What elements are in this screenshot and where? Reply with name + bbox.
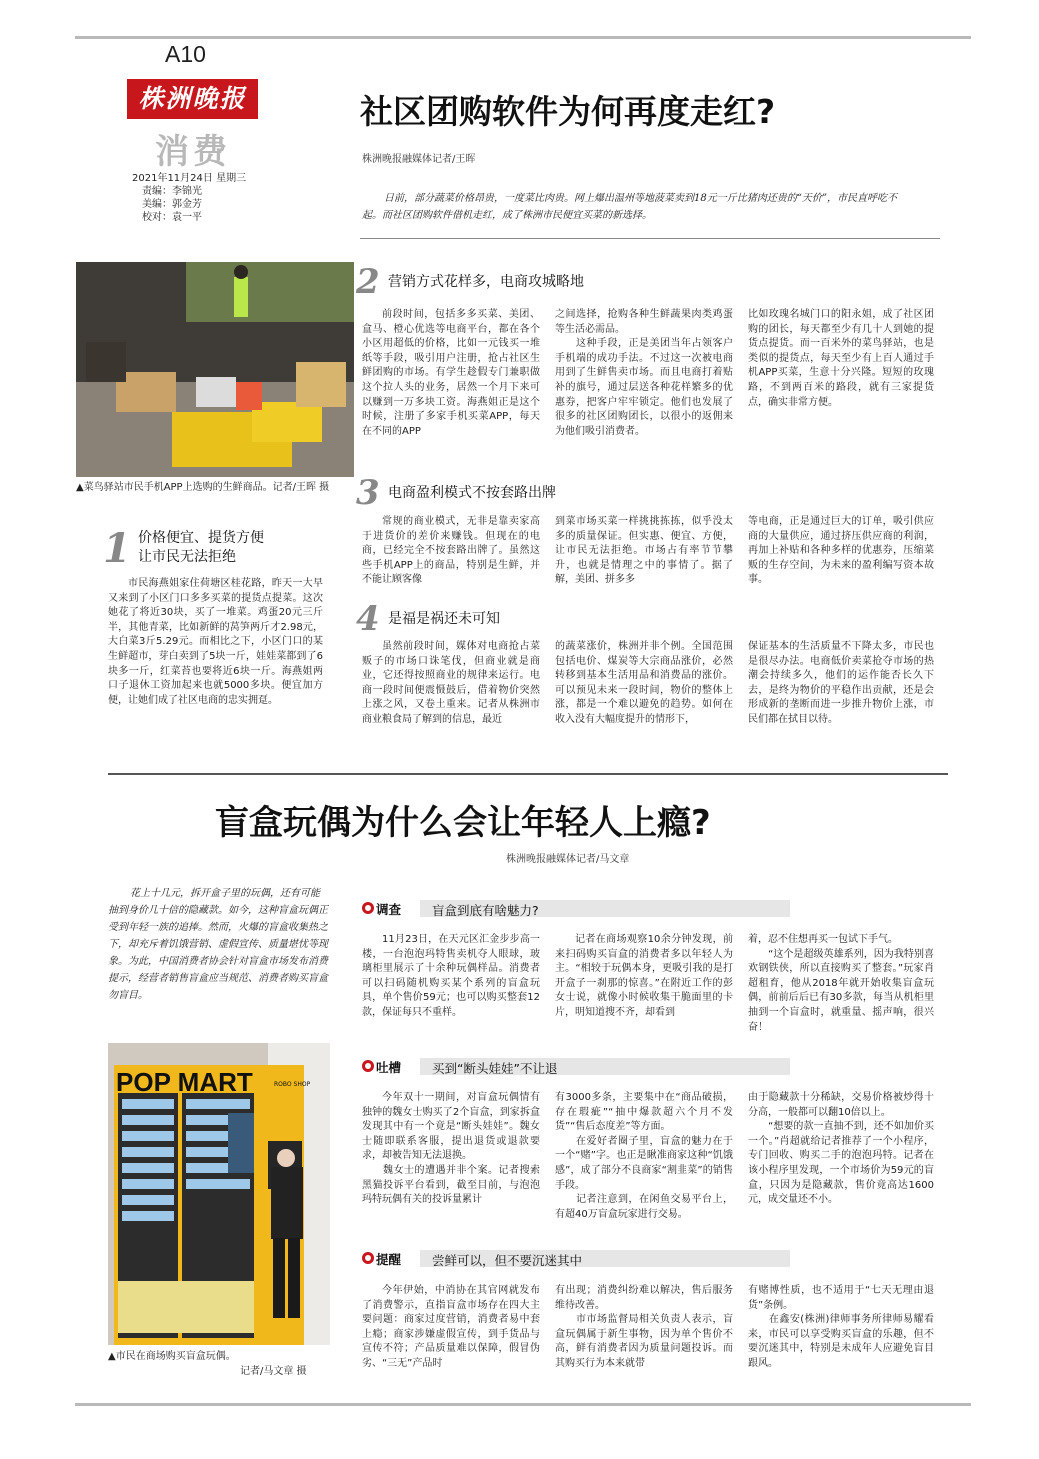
article1-photo-caption: ▲菜鸟驿站市民手机APP上选购的生鲜商品。记者/王晖 摄 [76, 482, 330, 493]
article1-headline: 社区团购软件为何再度走红? [360, 92, 776, 131]
section2-subtitle: 营销方式花样多，电商攻城略地 [388, 274, 584, 290]
tag-title: 盲盒到底有啥魅力? [432, 903, 539, 918]
reminder-col2: 有出现；消费纠纷难以解决，售后服务维待改善。 市市场监督局相关负责人表示，盲盒玩偶属于新生事物，因为单个售价不高，鲜有消费者因为质量问题投诉。而其购买行为本来就带 [555, 1285, 733, 1369]
editor-credit: 责编：李锦光 [142, 186, 202, 197]
section3-col3: 等电商，正是通过巨大的订单，吸引供应商的大量供应，通过挤压供应商的利润，再加上补贴和各种多样的优惠券，压缩菜贩的生存空间，为未来的盈利编写资本故事。 [748, 516, 934, 586]
reminder-col3: 有赌博性质，也不适用于“七天无理由退货”条例。 在鑫安(株洲)律师事务所律师易耀看来，市民可以享受购买盲盒的乐趣，但不要沉迷其中，特别是未成年人应避免盲目跟风。 [748, 1285, 934, 1369]
section3-col1: 常规的商业模式，无非是靠卖家高于进货价的差价来赚钱。但现在的电商，已经完全不按套路出牌了。虽然这些手机APP上的商品，特别是生鲜，并不能让顾客像 [362, 516, 540, 586]
section2-number: 2 [356, 262, 380, 302]
section3-col2: 到菜市场买菜一样挑挑拣拣，似乎没太多的质量保证。但实惠、便宜、方便，让市民无法拒绝。市场占有率节节攀升，也就是情理之中的事情了。据了解，美团、拼多多 [555, 516, 733, 586]
reminder-col1: 今年伊始，中消协在其官网就发布了消费警示，直指盲盒市场存在四大主要问题：商家过度营销，消费者易中套上瘾；商家涉嫌虚假宣传，到手货品与宣传不符；产品质量难以保障，假冒伪劣、“三无”产品时 [362, 1285, 540, 1369]
article2-byline: 株洲晚报融媒体记者/马文章 [506, 854, 630, 865]
section4-number: 4 [356, 599, 380, 639]
article1-byline: 株洲晚报融媒体记者/王晖 [362, 154, 476, 165]
complaint-col3: 由于隐藏款十分稀缺，交易价格被炒得十分高，一般都可以翻10倍以上。 “想要的款一直抽不到，还不如加价买一个。”肖超就给记者推荐了一个小程序，专门回收、购买二手的泡泡玛特。记者在该小程序里发现，一个市场价为59元的盲盒，只因为是隐藏款，售价竟高达1600元，成交量还不小。 [748, 1092, 934, 1206]
tag-circle-icon [362, 902, 374, 914]
popmart-sign: POP MART [116, 1067, 253, 1097]
section3-number: 3 [356, 473, 380, 513]
complaint-col2: 有3000多条，主要集中在“商品破损，存在瑕疵”“抽中爆款超六个月不发货”“售后态度差”等方面。 在爱好者圈子里，盲盒的魅力在于一个“赌”字。也正是瞅准商家这种“饥饿感”，成了部分不良商家“割韭菜”的销售手段。 记者注意到，在闲鱼交易平台上，有超40万盲盒玩家进行交易。 [555, 1092, 733, 1220]
section2-col2: 之间选择，抢购各种生鲜蔬果肉类鸡蛋等生活必需品。 这种手段，正是美团当年占领客户手机端的成功手法。不过这一次被电商用到了生鲜售卖市场。而且电商打着贴补的旗号，通过层送各种花样繁多的优惠券，把客户牢牢锁定。他们也发展了很多的社区团购团长，以很小的返佣来为他们吸引消费者。 [555, 309, 733, 437]
tag-title: 尝鲜可以，但不要沉迷其中 [432, 1253, 583, 1268]
masthead-logo: 株洲晚报 [127, 79, 258, 119]
article1-lead: 日前，部分蔬菜价格昂贵，一度菜比肉贵。网上爆出温州等地菠菜卖到18元一斤比猪肉还贵的“天价”，市民直呼吃不起。而社区团购软件借机走红，成了株洲市民便宜买菜的新选择。 [362, 193, 897, 221]
tag-label: 提醒 [376, 1252, 402, 1267]
article2-headline: 盲盒玩偶为什么会让年轻人上瘾? [215, 803, 711, 843]
page-number: A10 [165, 41, 206, 67]
article-divider [108, 773, 948, 775]
robo-shop-sign: ROBO SHOP [274, 1081, 311, 1088]
tag-label: 吐槽 [376, 1060, 402, 1075]
article1-photo [76, 262, 354, 477]
parcel-station-illustration [76, 262, 354, 477]
article2-lead: 花上十几元，拆开盒子里的玩偶，还有可能抽到身价几十倍的隐藏款。如今，这种盲盒玩偶正受到年轻一族的追捧。然而，火爆的盲盒收集热之下，却充斥着饥饿营销、虚假宣传、质量堪忧等现象。为此，中国消费者协会针对盲盒市场发布消费提示，经营者销售盲盒应当规范、消费者购买盲盒勿盲目。 [108, 888, 328, 1001]
article2-photo-caption-1: ▲市民在商场购买盲盒玩偶。 [108, 1351, 236, 1362]
tag-label: 调查 [376, 902, 402, 917]
complaint-col1: 今年双十一期间，对盲盒玩偶情有独钟的魏女士购买了2个盲盒，到家拆盒发现其中有一个竟是“断头娃娃”。魏女士随即联系客服，提出退货或退款要求，却被告知无法退换。 魏女士的遭遇并非个案。记者搜索黑猫投诉平台看到，截至目前，与泡泡玛特玩偶有关的投诉量累计 [362, 1092, 540, 1206]
section4-col2: 的蔬菜涨价，株洲并非个例。全国范围包括电价、煤炭等大宗商品涨价，必然转移到基本生活用品和消费品的涨价。可以预见未来一段时间，物价的整体上涨，都是一个难以避免的趋势。如何在收入没有大幅度提升的情形下， [555, 641, 733, 725]
section-tag-investigation [362, 902, 832, 918]
top-rule [75, 36, 971, 39]
issue-date: 2021年11月24日 星期三 [132, 173, 247, 184]
lead-divider [360, 238, 940, 239]
article2-photo [108, 1043, 330, 1345]
tag-circle-icon [362, 1252, 374, 1264]
section2-col3: 比如玫瑰名城门口的阳永姐，成了社区团购的团长，每天都至少有几十人到她的提货点提货。而一百米外的菜鸟驿站，也是类似的提货点，每天至少有上百人通过手机APP买菜，生意十分兴隆。短短的玫瑰路，不到两百米的路段，就有三家提货点，确实非常方便。 [748, 309, 934, 408]
edition-meta [132, 172, 292, 224]
section1-number: 1 [103, 525, 131, 572]
section4-col1: 虽然前段时间，媒体对电商抢占菜贩子的市场口诛笔伐，但商业就是商业，它还得按照商业的规律来运行。电商一段时间便震慑鼓后，借着物价突然上涨之风，又卷土重来。记者从株洲市商业粮食局了解到的信息，最近 [362, 641, 540, 725]
bottom-rule [75, 1403, 971, 1406]
section2-col1: 前段时间，包括多多买菜、美团、盒马、橙心优选等电商平台，都在各个小区用超低的价格，比如一元钱买一堆纸等手段，吸引用户注册，抢占社区生鲜团购的市场。有学生趁假专门兼职做这个拉人头的业务，居然一个月下来可以赚到一万多块工资。海燕姐正是这个时候，注册了多家手机买菜APP，每天在不同的APP [362, 309, 540, 437]
section-tag-complaint [362, 1060, 832, 1076]
article2-photo-caption-2: 记者/马文章 摄 [240, 1366, 307, 1377]
section1-subtitle-line1: 价格便宜、提货方便 [138, 530, 264, 546]
section1-subtitle-line2: 让市民无法拒绝 [138, 549, 236, 565]
investigation-col1: 11月23日，在天元区汇金步步高一楼，一台泡泡玛特售卖机夺人眼球，玻璃柜里展示了十余种玩偶样品。消费者可以扫码随机购买某个系列的盲盒玩具，单个售价59元；也可以购买整套12款，保证每只不重样。 [362, 934, 540, 1018]
tag-circle-icon [362, 1060, 374, 1072]
section3-subtitle: 电商盈利模式不按套路出牌 [388, 485, 556, 501]
designer-credit: 美编：郭金芳 [142, 199, 202, 210]
tag-title: 买到“断头娃娃”不让退 [432, 1061, 558, 1076]
section1-body: 市民海燕姐家住荷塘区桂花路，昨天一大早又来到了小区门口多多买菜的提货点提菜。这次她花了将近30块，买了一堆菜。鸡蛋20元三斤半，其他青菜，比如新鲜的莴笋两斤才2.98元，大白菜3斤5.29元。而相比之下，小区门口的某生鲜超市，芽白卖到了5块一斤，娃娃菜都到了6块多一斤，红菜苔也要将近6块一斤。海燕姐两口子退休工资加起来也就5000多块。便宜加方便，让她们成了社区电商的忠实拥趸。 [108, 578, 323, 706]
section-title: 消费 [155, 132, 231, 172]
investigation-col3: 着，忍不住想再买一包试下手气。 “这个是超级英雄系列，因为我特别喜欢钢铁侠，所以直接购买了整套。”玩家肖超租育，他从2018年就开始收集盲盒玩偶，前前后后已有30多款，每当从机柜里抽到一个盲盒时，就重量、摇声响，很兴奋！ [748, 934, 934, 1033]
section4-subtitle: 是福是祸还未可知 [388, 611, 500, 627]
section-tag-reminder [362, 1252, 832, 1268]
investigation-col2: 记者在商场观察10余分钟发现，前来扫码购买盲盒的消费者多以年轻人为主。“相较于玩偶本身，更吸引我的是打开盒子一刹那的惊喜。”在附近工作的彭女士说，就像小时候收集干脆面里的卡片，明知道搜不齐，却看到 [555, 934, 733, 1018]
proofreader-credit: 校对：袁一平 [142, 212, 202, 223]
section4-col3: 保证基本的生活质量不下降太多，市民也是很尽办法。电商低价卖菜抢夺市场的热潮会持续多久，他们的运作能否长久下去，是终为物价的平稳作出贡献，还是会形成新的垄断而进一步推升物价上涨，市民们都在拭目以待。 [748, 641, 934, 725]
